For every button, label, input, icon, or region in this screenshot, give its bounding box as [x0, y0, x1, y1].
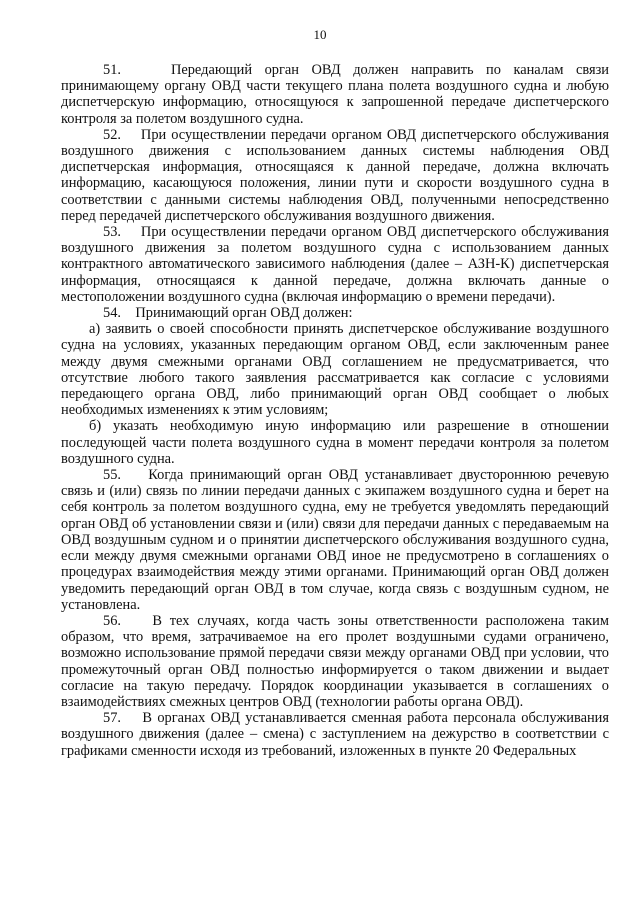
paragraph-57: 57. В органах ОВД устанавливается сменная работа персонала обслуживания воздушного движения (далее – смена) с заступлением на дежурство в соответствии с графиками сменности исходя из требований, изложенных в пункте 20 Федеральных: [61, 710, 609, 759]
document-body: [61, 62, 609, 759]
page-number: 10: [313, 27, 327, 42]
paragraph-52: 52. При осуществлении передачи органом ОВД диспетчерского обслуживания воздушного движения с использованием данных системы наблюдения ОВД диспетчерская информация, относящаяся к данной передаче, должна включать информацию, касающуюся положения, линии пути и скорости воздушного судна в соответствии с данными системы наблюдения ОВД, полученными непосредственно перед передачей диспетчерского обслуживания воздушного движения.: [61, 126, 609, 224]
paragraph-56: 56. В тех случаях, когда часть зоны ответственности расположена таким образом, что время, затрачиваемое на его пролет воздушными судами ограничено, возможно использование прямой передачи связи между органами ОВД при условии, что промежуточный орган ОВД полностью информируется о таком движении и выдает согласие на такую передачу. Порядок координации указывается в соглашениях о взаимодействиях смежных центров ОВД (технологии работы органа ОВД).: [61, 612, 609, 710]
paragraph-54-b: б) указать необходимую иную информацию или разрешение в отношении последующей части полета воздушного судна в момент передачи контроля за полетом воздушного судна.: [61, 418, 609, 467]
paragraph-53: 53. При осуществлении передачи органом ОВД диспетчерского обслуживания воздушного движения за полетом воздушного судна с использованием данных контрактного автоматического зависимого наблюдения (далее – АЗН-К) диспетчерская информация, относящаяся к данной передаче, должна включать данные о местоположении воздушного судна (включая информацию о времени передачи).: [61, 224, 609, 305]
paragraph-55: 55. Когда принимающий орган ОВД устанавливает двустороннюю речевую связь и (или) связь по линии передачи данных с экипажем воздушного судна и берет на себя контроль за полетом воздушного судна, ему не требуется уведомлять передающий орган ОВД об установлении связи и (или) связи для передачи данных с передаваемым на ОВД воздушным судном и о принятии диспетчерского обслуживания воздушного судна, если между двумя смежными органами ОВД иное не предусмотрено в соглашениях о процедурах взаимодействия между этими органами. Принимающий орган ОВД должен уведомить передающий орган ОВД в том случае, когда связь с воздушным судном, не установлена.: [61, 467, 609, 613]
paragraph-54-a: а) заявить о своей способности принять диспетчерское обслуживание воздушного судна на условиях, указанных передающим органом ОВД, если заключенным ранее между двумя смежными органами ОВД соглашением не предусматривается, что отсутствие любого такого заявления рассматривается как согласие с условиями передающего органа ОВД, либо принимающий орган ОВД сообщает о любых необходимых изменениях к этим условиям;: [61, 321, 609, 419]
paragraph-51: 51. Передающий орган ОВД должен направить по каналам связи принимающему органу ОВД части текущего плана полета воздушного судна и любую диспетчерскую информацию, относящуюся к запрошенной передаче диспетчерского контроля за полетом воздушного судна.: [61, 62, 609, 127]
paragraph-54: 54. Принимающий орган ОВД должен:: [103, 305, 353, 322]
